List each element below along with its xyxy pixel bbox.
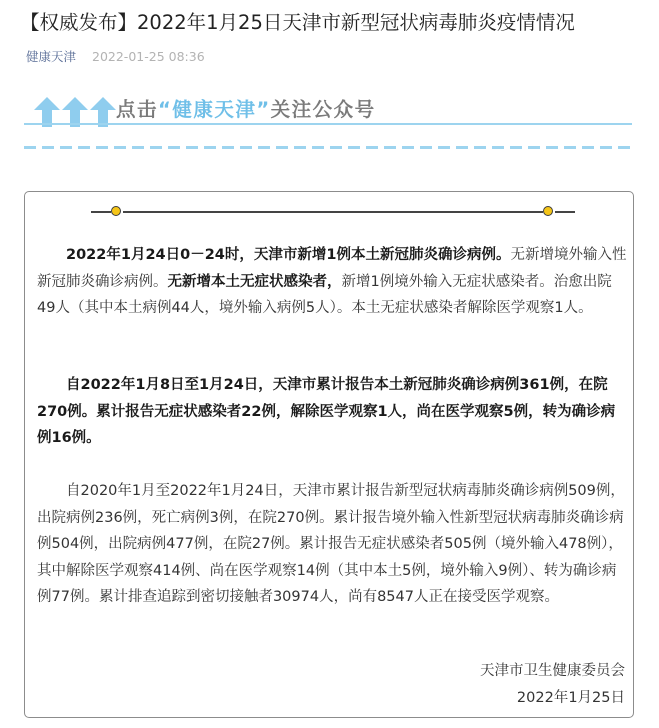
follow-prompt (116, 97, 376, 123)
yellow-dot-icon (111, 206, 121, 216)
article-meta (26, 49, 205, 65)
banner-dashed-divider (24, 146, 632, 149)
banner-divider (24, 123, 632, 125)
author-link[interactable]: 健康天津 (26, 49, 77, 64)
card-decoration (91, 205, 575, 219)
yellow-dot-icon (543, 206, 553, 216)
issue-date: 2022年1月25日 (516, 690, 625, 706)
asymptomatic-headline: 无新增本土无症状感染者， (167, 273, 342, 290)
daily-headline: 2022年1月24日0－24时，天津市新增1例本土新冠肺炎确诊病例。 (66, 247, 511, 263)
daily-summary-paragraph: 2022年1月24日0－24时，天津市新增1例本土新冠肺炎确诊病例。无新增境外输入性新冠肺炎确诊病例。无新增本土无症状感染者，新增1例境外输入无症状感染者。治愈出院49人（其中本土病例44人，境外输入病例5人）。本土无症状感染者解除医学观察1人。 (37, 247, 627, 316)
article-title: 【权威发布】2022年1月25日天津市新型冠状病毒肺炎疫情情况 (20, 11, 575, 34)
local-cumulative-paragraph: 自2022年1月8日至1月24日，天津市累计报告本土新冠肺炎确诊病例361例，在院270例。累计报告无症状感染者22例，解除医学观察1人，尚在医学观察5例，转为确诊病例16例。 (37, 377, 616, 446)
follow-prefix: 点击 (116, 98, 159, 121)
follow-suffix: 关注公众号 (270, 98, 376, 121)
report-card (24, 191, 634, 718)
follow-banner[interactable] (24, 88, 636, 158)
publish-time: 2022-01-25 08:36 (92, 49, 205, 64)
account-name: “健康天津” (158, 98, 271, 121)
issuer-signature: 天津市卫生健康委员会 (480, 663, 625, 679)
total-cumulative-paragraph: 自2020年1月至2022年1月24日，天津市累计报告新型冠状病毒肺炎确诊病例509例，出院病例236例，死亡病例3例，在院270例。累计报告境外输入性新型冠状病毒肺炎确诊病例504例，出院病例477例，在院27例。累计报告无症状感染者505例（境外输入478例），其中解除医学观察414例、尚在医学观察14例（其中本土5例，境外输入9例）、转为确诊病例77例。累计排查追踪到密切接触者30974人，尚有8547人正在接受医学观察。 (37, 483, 625, 605)
